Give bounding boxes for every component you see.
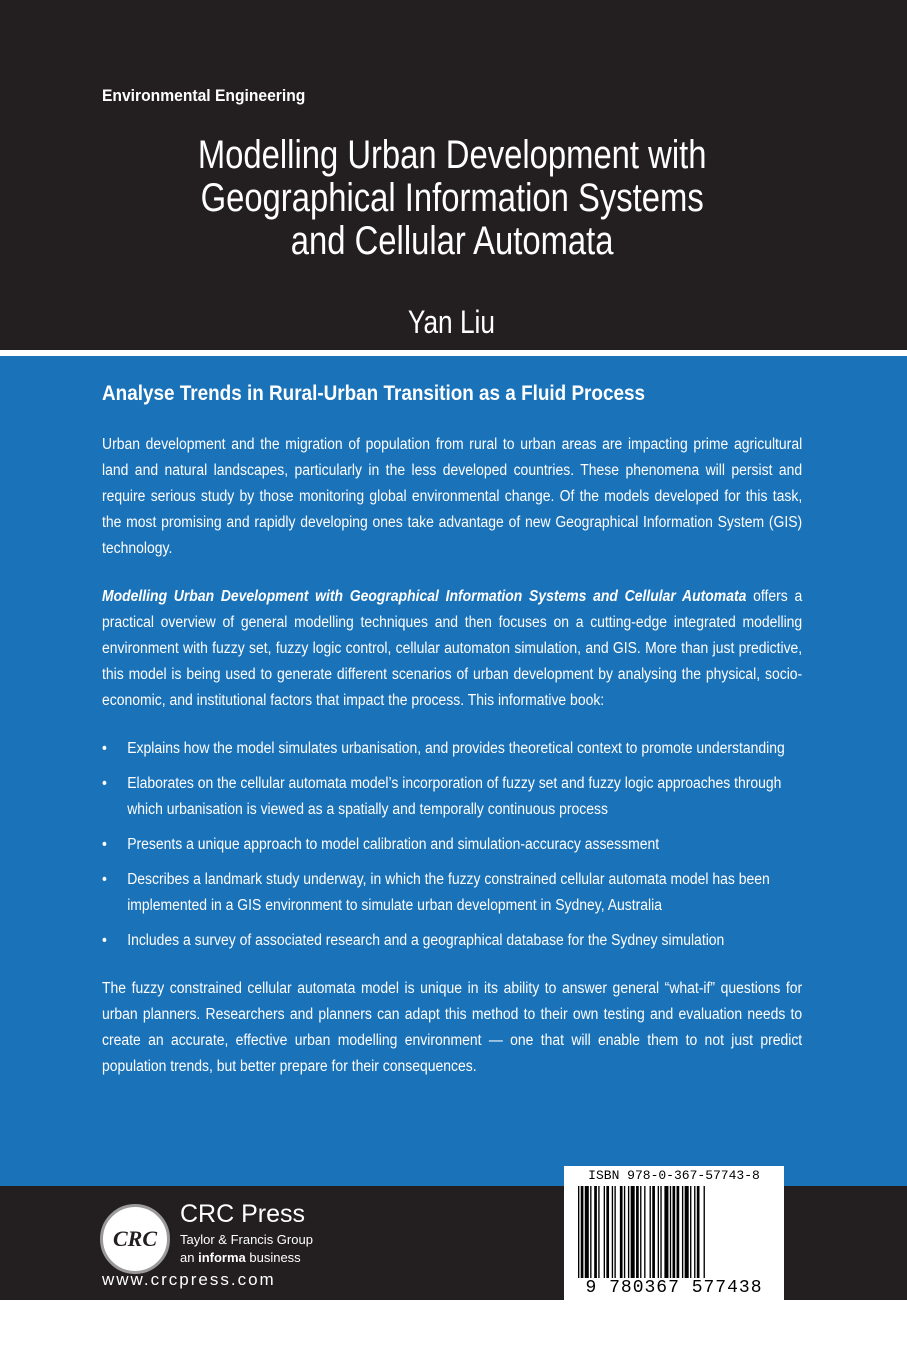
barcode-bar	[673, 1186, 676, 1278]
series-name: Environmental Engineering	[102, 86, 306, 105]
list-item-text: Elaborates on the cellular automata model’s incorporation of fuzzy set and fuzzy logic approaches through which urbanisation is viewed as a spatially and temporally continuous process	[127, 775, 782, 818]
headline: Analyse Trends in Rural-Urban Transition as a Fluid Process	[102, 382, 646, 405]
book-title	[80, 134, 824, 263]
barcode-bar	[690, 1186, 691, 1278]
barcode-bar	[652, 1186, 655, 1278]
barcode-bar	[590, 1186, 591, 1278]
barcode-bar	[658, 1186, 659, 1278]
list-item	[102, 832, 802, 858]
title-line-3: and Cellular Automata	[290, 219, 614, 263]
list-item	[102, 867, 802, 919]
barcode-bar	[704, 1186, 705, 1278]
list-item	[102, 771, 802, 823]
business-suffix: business	[245, 1250, 301, 1265]
list-item-text: Explains how the model simulates urbanisation, and provides theoretical context to promote understanding	[127, 740, 785, 757]
publisher-business	[180, 1250, 301, 1265]
description-content	[102, 382, 802, 1102]
list-item-text: Presents a unique approach to model calibration and simulation-accuracy assessment	[127, 836, 660, 853]
bullet-icon: •	[102, 775, 107, 792]
barcode-bar	[594, 1186, 597, 1278]
title-line-2: Geographical Information Systems	[200, 176, 704, 220]
description-band	[0, 356, 907, 1186]
list-item	[102, 928, 802, 954]
list-item-text: Includes a survey of associated research and a geographical database for the Sydney simulation	[127, 932, 725, 949]
barcode-bar	[612, 1186, 613, 1278]
header-band	[0, 0, 907, 350]
business-bold: informa	[198, 1250, 246, 1265]
barcode-bar	[650, 1186, 651, 1278]
bullet-icon: •	[102, 836, 107, 853]
book-title-inline: Modelling Urban Development with Geographical Information Systems and Cellular Automata	[102, 588, 747, 605]
publisher-url[interactable]: www.crcpress.com	[102, 1270, 276, 1289]
barcode-bars-icon	[578, 1186, 774, 1278]
barcode-bar	[631, 1186, 635, 1278]
isbn-label: ISBN 978-0-367-57743-8	[588, 1168, 760, 1183]
paragraph-overview	[102, 584, 802, 714]
barcode-bar	[624, 1186, 625, 1278]
list-item	[102, 736, 802, 762]
crc-logo-icon: CRC	[100, 1204, 170, 1274]
feature-list	[102, 736, 802, 954]
publisher-name: CRC Press	[180, 1200, 306, 1228]
barcode-bar	[685, 1186, 689, 1278]
barcode-bar	[620, 1186, 623, 1278]
bullet-icon: •	[102, 871, 107, 888]
business-prefix: an	[180, 1250, 199, 1265]
barcode-bar	[697, 1186, 700, 1278]
barcode-bar	[578, 1186, 579, 1278]
barcode-bar	[628, 1186, 629, 1278]
barcode-bar	[644, 1186, 645, 1278]
barcode-bar	[670, 1186, 671, 1278]
paragraph-intro: Urban development and the migration of population from rural to urban areas are impacting prime agricultural land and natural landscapes, particularly in the less developed countries. These phenomena will persist and require serious study by those monitoring global environmental change. Of the models developed for this task, the most promising and rapidly developing ones take advantage of new Geographical Information System (GIS) technology.	[102, 436, 803, 557]
barcode-bar	[677, 1186, 680, 1278]
barcode-bar	[604, 1186, 605, 1278]
paragraph-conclusion: The fuzzy constrained cellular automata model is unique in its ability to answer general “what-if” questions for urban planners. Researchers and planners can adapt this method to their own testing and evaluation needs to create an accurate, effective urban modelling environment — one that will enable them to not just predict population trends, but better prepare for their consequences.	[102, 980, 803, 1075]
bullet-icon: •	[102, 740, 107, 757]
barcode-bar	[682, 1186, 683, 1278]
title-line-1: Modelling Urban Development with	[197, 133, 707, 177]
bottom-margin	[0, 1300, 907, 1360]
list-item-text: Describes a landmark study underway, in which the fuzzy constrained cellular automata model has been implemented in a GIS environment to simulate urban development in Sydney, Australia	[127, 871, 770, 914]
barcode-bar	[664, 1186, 668, 1278]
barcode-bar	[640, 1186, 641, 1278]
barcode-bar	[585, 1186, 589, 1278]
barcode-bar	[636, 1186, 639, 1278]
barcode-bar	[614, 1186, 615, 1278]
overview-text: offers a practical overview of general modelling techniques and then focuses on a cutting-edge integrated modelling environment with fuzzy set, fuzzy logic control, cellular automaton simulation, and GIS. More than just predictive, this model is being used to generate different scenarios of urban development by analysing the physical, socio-economic, and institutional factors that impact the process. This informative book:	[102, 588, 803, 709]
barcode-digits: 9 780367 577438	[585, 1278, 763, 1298]
barcode	[564, 1166, 784, 1304]
barcode-bar	[660, 1186, 661, 1278]
barcode-bar	[694, 1186, 695, 1278]
barcode-bar	[581, 1186, 584, 1278]
bullet-icon: •	[102, 932, 107, 949]
publisher-group: Taylor & Francis Group	[180, 1232, 313, 1247]
barcode-bar	[606, 1186, 609, 1278]
barcode-bar	[598, 1186, 599, 1278]
author-name: Yan Liu	[407, 304, 495, 340]
